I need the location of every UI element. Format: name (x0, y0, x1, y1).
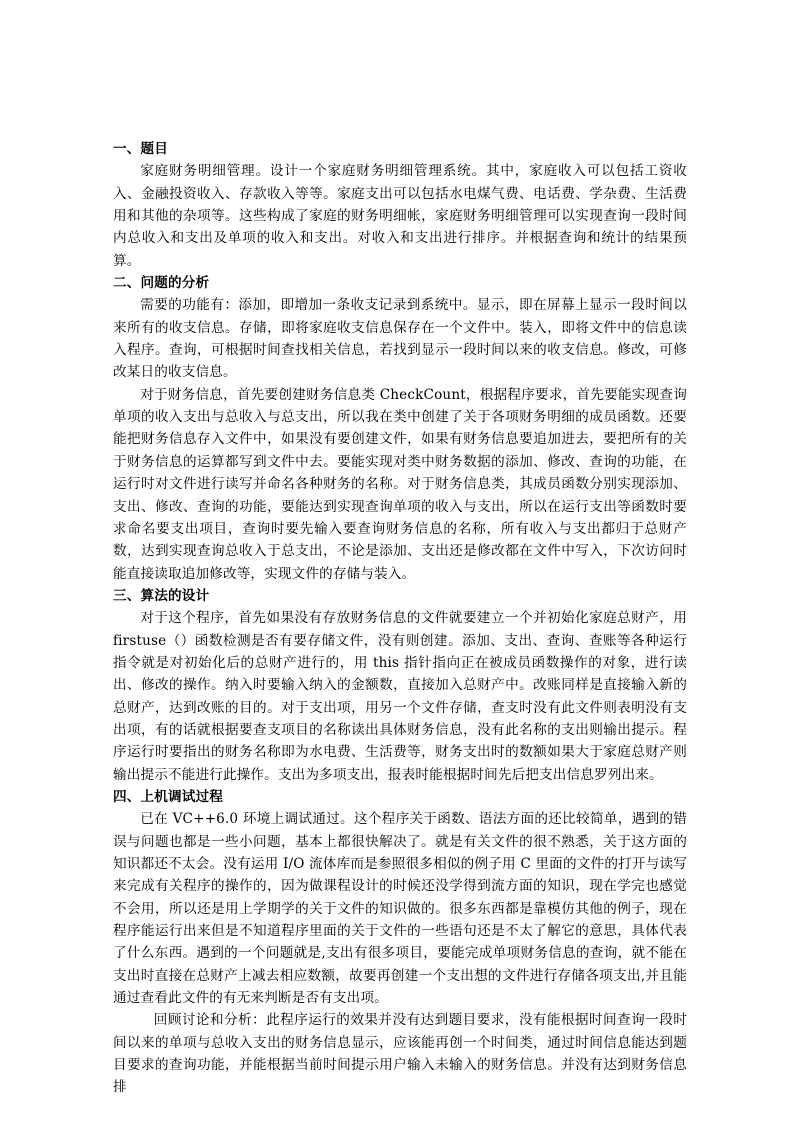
section-3-heading: 三、算法的设计 (113, 587, 210, 604)
section-2-heading: 二、问题的分析 (113, 275, 210, 292)
section-1-paragraph-1: 家庭财务明细管理。设计一个家庭财务明细管理系统。其中，家庭收入可以包括工资收入、金融投资收入、存款收入等等。家庭支出可以包括水电煤气费、电话费、学杂费、生活费用和其他的杂项等。这些构成了家庭的财务明细帐，家庭财务明细管理可以实现查询一段时间内总收入和支出及单项的收入和支出。对收入和支出进行排序。并根据查询和统计的结果预算。 (113, 163, 687, 269)
section-4-heading: 四、上机调试过程 (113, 788, 223, 805)
section-1-heading: 一、题目 (113, 141, 168, 157)
section-4-paragraph-1: 已在 VC++6.0 环境上调试通过。这个程序关于函数、语法方面的还比较简单，遇到的错误与问题也都是一些小问题，基本上都很快解决了。就是有关文件的很不熟悉，关于这方面的知识都还不太会。没有运用 I/O 流体库而是参照很多相似的例子用 C 里面的文件的打开与读写来完成有关程序的操作的，因为做课程设计的时候还没学得到流方面的知识，现在学完也感觉不会用，所以还是用上学期学的关于文件的知识做的。很多东西都是靠模仿其他的例子，现在程序能运行出来但是不知道程序里面的关于文件的一些语句还是不太了解它的意思，具体代表了什么东西。遇到的一个问题就是,支出有很多项目，要能完成单项财务信息的查询，就不能在支出时直接在总财产上减去相应数额，故要再创建一个支出想的文件进行存储各项支出,并且能通过查看此文件的有无来判断是否有支出项。 (113, 811, 687, 1007)
closing-paragraph: 回顾讨论和分析：此程序运行的效果并没有达到题目要求，没有能根据时间查询一段时间以来的单项与总收入支出的财务信息显示，应该能再创一个时间类，通过时间信息能达到题目要求的查询功能，并能根据当前时间提示用户输入未输入的财务信息。并没有达到财务信息排 (113, 1012, 687, 1096)
section-3-paragraph-1: 对于这个程序，首先如果没有存放财务信息的文件就要建立一个并初始化家庭总财产，用firstuse（）函数检测是否有要存储文件，没有则创建。添加、支出、查询、查账等各种运行指令就是对初始化后的总财产进行的，用 this 指针指向正在被成员函数操作的对象，进行读出、修改的操作。纳入时要输入纳入的金额数，直接加入总财产中。改账同样是直接输入新的总财产，达到改账的目的。对于支出项，用另一个文件存储，查支时没有此文件则表明没有支出项，有的话就根据要查支项目的名称读出具体财务信息，没有此名称的支出则输出提示。程序运行时要指出的财务名称即为水电费、生活费等，财务支出时的数额如果大于家庭总财产则输出提示不能进行此操作。支出为多项支出，报表时能根据时间先后把支出信息罗列出来。 (113, 610, 687, 783)
section-2-paragraph-2: 对于财务信息，首先要创建财务信息类 CheckCount，根据程序要求，首先要能实现查询单项的收入支出与总收入与总支出，所以我在类中创建了关于各项财务明细的成员函数。还要能把财务信息存入文件中，如果没有要创建文件，如果有财务信息要追加进去，要把所有的关于财务信息的运算都写到文件中去。要能实现对类中财务数据的添加、修改、查询的功能，在运行时对文件进行读写并命名各种财务的名称。对于财务信息类，其成员函数分别实现添加、支出、修改、查询的功能，要能达到实现查询单项的收入与支出，所以在运行支出等函数时要求命名要支出项目，查询时要先输入要查询财务信息的名称，所有收入与支出都归于总财产数，达到实现查询总收入于总支出，不论是添加、支出还是修改都在文件中写入，下次访问时能直接读取追加修改等，实现文件的存储与装入。 (113, 386, 687, 582)
document-page (113, 138, 687, 1099)
section-2-paragraph-1: 需要的功能有：添加，即增加一条收支记录到系统中。显示，即在屏幕上显示一段时间以来所有的收支信息。存储，即将家庭收支信息保存在一个文件中。装入，即将文件中的信息读入程序。查询，可根据时间查找相关信息，若找到显示一段时间以来的收支信息。修改，可修改某日的收支信息。 (113, 297, 687, 381)
